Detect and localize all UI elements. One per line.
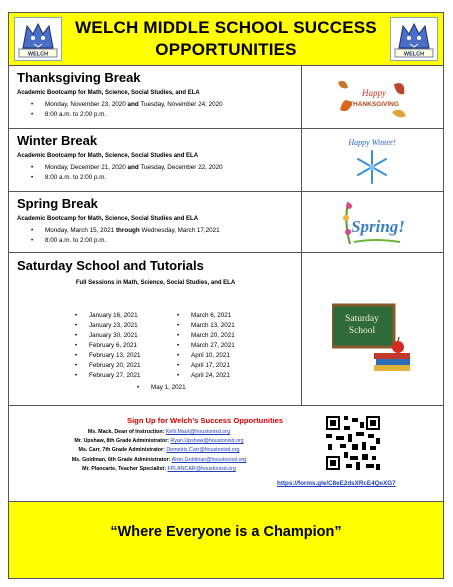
qr-code-icon[interactable] (324, 414, 382, 472)
email-link[interactable]: Alvin.Goldman@houstonisd.org (171, 456, 247, 463)
list-item: • March 6, 2021 (177, 311, 235, 321)
list-item: • Monday, November 23, 2020 and Tuesday, November 24, 2020 (31, 100, 223, 110)
flyer-page (8, 12, 444, 579)
contact-line: Mr. Upshaw, 8th Grade Administrator: Ryan.Upshaw@houstonisd.org (74, 438, 244, 445)
signup-form-link[interactable]: https://forms.gle/C8eE2dsXRcE4QeXG7 (277, 480, 396, 487)
contact-section (9, 406, 443, 502)
section-subtitle: Full Sessions in Math, Science, Social Studies, and ELA (75, 280, 236, 286)
thanksgiving-image-icon (334, 74, 410, 122)
title-line-2: OPPORTUNITIES (155, 40, 297, 59)
list-item: • March 13, 2021 (177, 321, 235, 331)
bullet-list (31, 226, 220, 246)
section-saturday (9, 253, 443, 406)
section-winter (9, 129, 443, 192)
list-item: • 8:00 a.m. to 2:00 p.m. (31, 236, 220, 246)
email-link[interactable]: Ryan.Upshaw@houstonisd.org (170, 438, 244, 445)
logo-text: WELCH (403, 51, 425, 58)
spring-image-icon (340, 198, 406, 248)
signup-heading: Sign Up for Welch’s Success Opportunities (127, 416, 284, 425)
svg-text:THANKSGIVING: THANKSGIVING (349, 101, 399, 108)
slogan: “Where Everyone is a Champion” (110, 524, 342, 540)
section-subtitle: Academic Bootcamp for Math, Science, Social Studies and ELA (17, 153, 199, 159)
snowflake-icon (340, 133, 404, 189)
email-link[interactable]: Demetris.Carr@houstonisd.org (166, 447, 240, 454)
date-list-right (177, 311, 235, 381)
section-title: Thanksgiving Break (17, 70, 141, 85)
footer-banner (9, 502, 443, 578)
contact-list (19, 428, 299, 474)
section-subtitle: Academic Bootcamp for Math, Science, Social Studies and ELA (17, 216, 199, 222)
contact-line: Mr. Plancarte, Teacher Specialist: FPLANCAR@houstonisd.org (82, 465, 236, 472)
date-list-last (137, 383, 186, 393)
list-item: • February 6, 2021 (75, 341, 140, 351)
wolf-logo-icon (14, 17, 62, 61)
list-item: • February 27, 2021 (75, 371, 140, 381)
section-spring (9, 192, 443, 253)
list-item: • February 13, 2021 (75, 351, 140, 361)
date-list-left (75, 311, 140, 381)
list-item: • April 24, 2021 (177, 371, 235, 381)
list-item: • Monday, December 21, 2020 and Tuesday, December 22, 2020 (31, 163, 223, 173)
contact-line: Ms. Mack, Dean of Instruction: Kelli.Mack@houstonisd.org (87, 429, 231, 435)
list-item: • 8:00 a.m. to 2:00 p.m. (31, 110, 223, 120)
section-subtitle: Academic Bootcamp for Math, Science, Social Studies, and ELA (17, 90, 200, 96)
svg-text:Happy: Happy (362, 88, 386, 98)
svg-text:Spring!: Spring! (351, 217, 405, 236)
list-item: • March 27, 2021 (177, 341, 235, 351)
list-item: • May 1, 2021 (137, 383, 186, 393)
list-item: • February 20, 2021 (75, 361, 140, 371)
list-item: • January 30, 2021 (75, 331, 140, 341)
svg-text:Happy Winter!: Happy Winter! (348, 138, 396, 147)
list-item: • 8:00 a.m. to 2:00 p.m. (31, 173, 223, 183)
bullet-list (31, 163, 223, 183)
contact-line: Ms. Goldman, 6th Grade Administrator: Alvin.Goldman@houstonisd.org (71, 456, 247, 463)
bullet-list (31, 100, 223, 120)
section-title: Winter Break (17, 133, 98, 148)
list-item: • January 23, 2021 (75, 321, 140, 331)
contact-line: Ms. Carr, 7th Grade Administrator: Demetris.Carr@houstonisd.org (78, 447, 240, 454)
svg-text:School: School (348, 326, 376, 336)
svg-text:Saturday: Saturday (345, 314, 379, 324)
list-item: • Monday, March 15, 2021 through Wednesday, March 17,2021 (31, 226, 220, 236)
title-line-1: WELCH MIDDLE SCHOOL SUCCESS (75, 18, 377, 37)
logo-text: WELCH (27, 51, 49, 58)
section-title: Spring Break (17, 196, 98, 211)
list-item: • March 20, 2021 (177, 331, 235, 341)
header-banner (9, 13, 443, 66)
list-item: • April 10, 2021 (177, 351, 235, 361)
wolf-logo-icon (390, 17, 438, 61)
section-thanksgiving (9, 66, 443, 129)
email-link[interactable]: FPLANCAR@houstonisd.org (167, 465, 236, 472)
list-item: • January 16, 2021 (75, 311, 140, 321)
page-title (69, 17, 383, 61)
saturday-school-image-icon (332, 301, 412, 373)
email-link[interactable]: Kelli.Mack@houstonisd.org (165, 429, 231, 435)
list-item: • April 17, 2021 (177, 361, 235, 371)
section-title: Saturday School and Tutorials (17, 258, 204, 273)
